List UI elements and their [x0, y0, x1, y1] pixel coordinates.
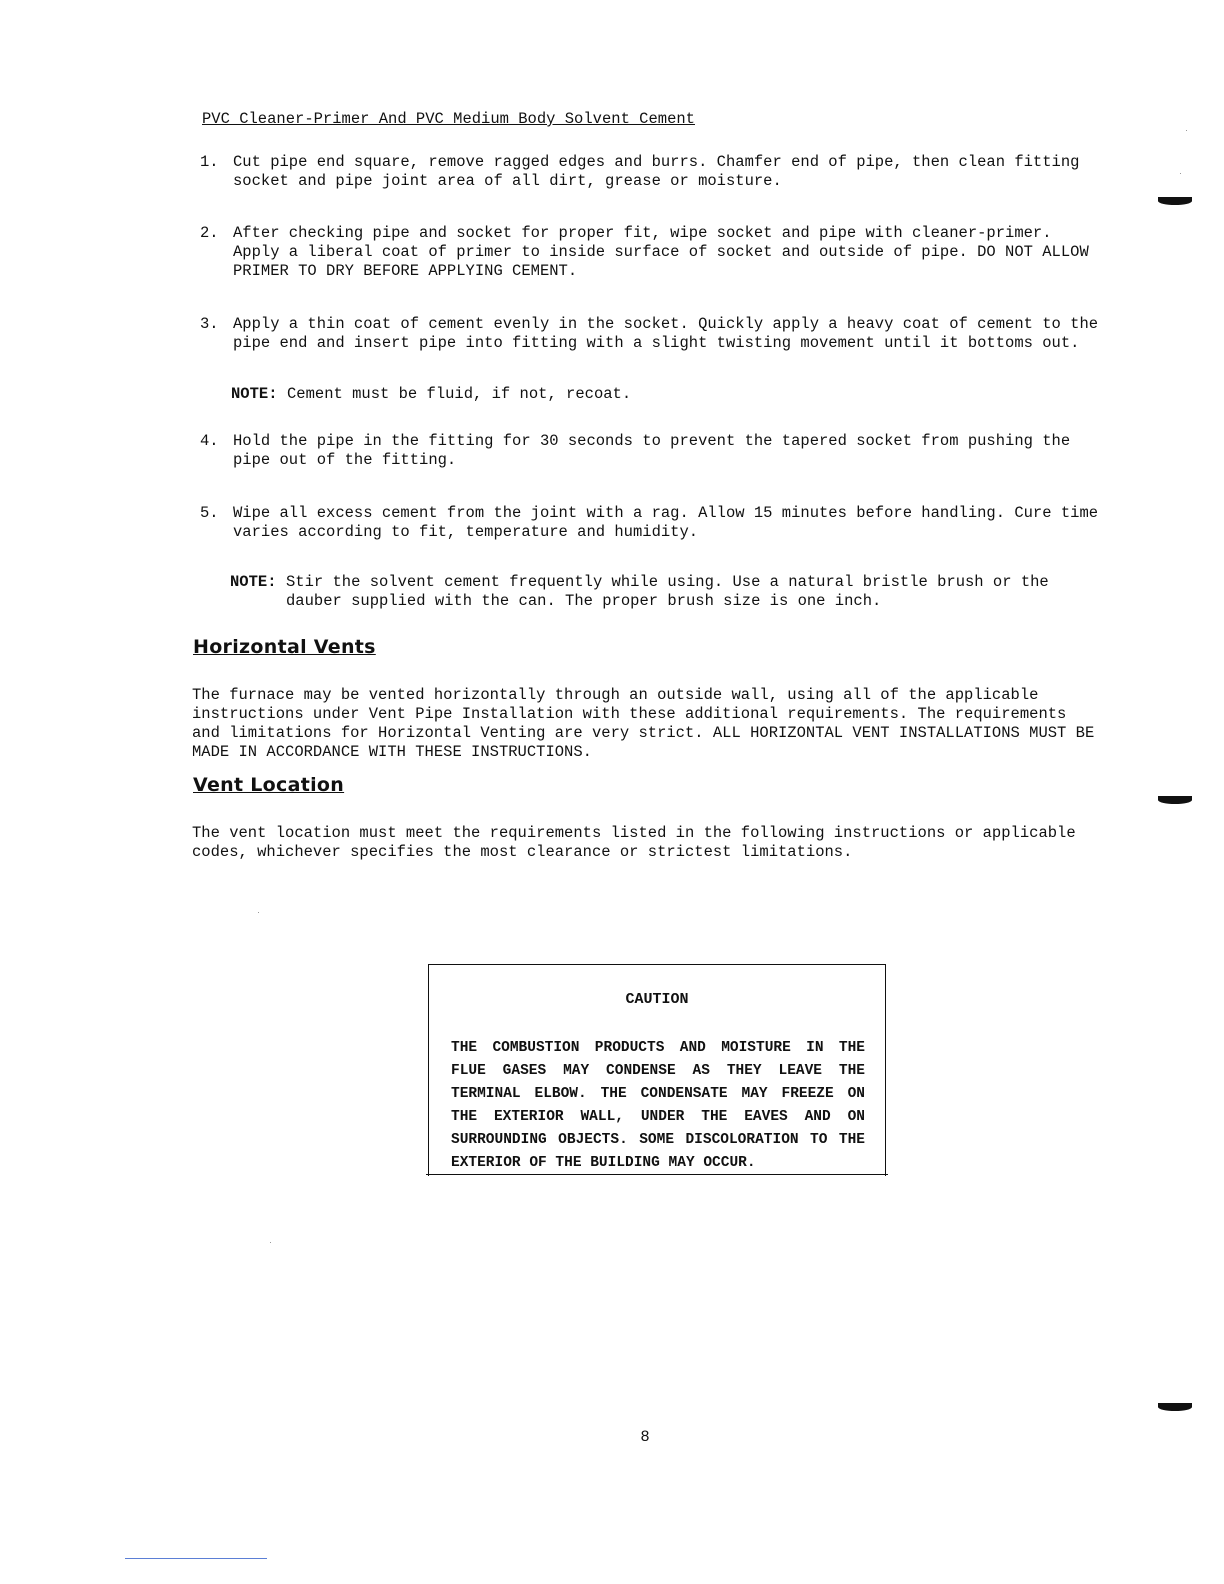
- note: [230, 573, 1110, 613]
- scan-mark: [1158, 1403, 1192, 1411]
- vent-location-paragraph: The vent location must meet the requirements listed in the following instructions or applicable codes, whichever specifies the most clearance or strictest limitations.: [192, 824, 1076, 861]
- horizontal-vents-heading: Horizontal Vents: [193, 636, 376, 658]
- step-number: 2.: [200, 224, 219, 242]
- step-text: Wipe all excess cement from the joint with a rag. Allow 15 minutes before handling. Cure time varies according to fit, temperature and humidity.: [233, 504, 1099, 541]
- scan-speck: [270, 1242, 271, 1243]
- step-number: 1.: [200, 153, 219, 171]
- footer-rule: [125, 1558, 267, 1559]
- caution-text: THE COMBUSTION PRODUCTS AND MOISTURE IN THE FLUE GASES MAY CONDENSE AS THEY LEAVE THE TERMINAL ELBOW. THE CONDENSATE MAY FREEZE ON THE EXTERIOR WALL, UNDER THE EAVES AND ON SURROUNDING OBJECTS. SOME DISCOLORATION TO THE EXTERIOR OF THE BUILDING MAY OCCUR.: [451, 1040, 865, 1171]
- step-text: Cut pipe end square, remove ragged edges and burrs. Chamfer end of pipe, then clean fitting socket and pipe joint area of all dirt, grease or moisture.: [233, 153, 1080, 190]
- note-text: Stir the solvent cement frequently while using. Use a natural bristle brush or the dauber supplied with the can. The proper brush size is one inch.: [286, 573, 1049, 610]
- step-text: After checking pipe and socket for proper fit, wipe socket and pipe with cleaner-primer. Apply a liberal coat of primer to inside surface of socket and outside of pipe. DO NOT ALLOW PRIMER TO DRY BEFORE APPLYING CEMENT.: [233, 224, 1089, 280]
- caution-title: CAUTION: [625, 991, 689, 1008]
- note: [231, 385, 1111, 405]
- step-text: Hold the pipe in the fitting for 30 seconds to prevent the tapered socket from pushing the pipe out of the fitting.: [233, 432, 1071, 469]
- scan-mark: [1158, 796, 1192, 804]
- step-number: 5.: [200, 504, 219, 522]
- step-item: [200, 315, 1106, 355]
- step-text: Apply a thin coat of cement evenly in the socket. Quickly apply a heavy coat of cement to the pipe end and insert pipe into fitting with a slight twisting movement until it bottoms out.: [233, 315, 1099, 352]
- scan-mark: [1158, 197, 1192, 205]
- vent-location-heading: Vent Location: [193, 774, 345, 796]
- scan-speck: [1186, 130, 1187, 131]
- horizontal-vents-paragraph: The furnace may be vented horizontally through an outside wall, using all of the applicable instructions under Vent Pipe Installation with these additional requirements. The requirements and limitations for Horizontal Venting are very strict. ALL HORIZONTAL VENT INSTALLATIONS MUST BE MADE IN ACCORDANCE WITH THESE INSTRUCTIONS.: [192, 686, 1095, 761]
- step-item: [200, 432, 1106, 472]
- step-number: 3.: [200, 315, 219, 333]
- scan-speck: [1180, 173, 1181, 174]
- note-label: NOTE:: [230, 573, 277, 591]
- page-number: 8: [640, 1428, 650, 1446]
- step-item: [200, 153, 1106, 193]
- note-text: Cement must be fluid, if not, recoat.: [287, 385, 632, 403]
- step-item: [200, 224, 1106, 282]
- caution-box: [428, 964, 886, 1176]
- caution-box-bottom-rule: [426, 1174, 888, 1175]
- step-number: 4.: [200, 432, 219, 450]
- scan-speck: [258, 912, 259, 913]
- step-item: [200, 504, 1106, 544]
- section-subtitle: PVC Cleaner-Primer And PVC Medium Body Solvent Cement: [202, 110, 695, 128]
- note-label: NOTE:: [231, 385, 278, 403]
